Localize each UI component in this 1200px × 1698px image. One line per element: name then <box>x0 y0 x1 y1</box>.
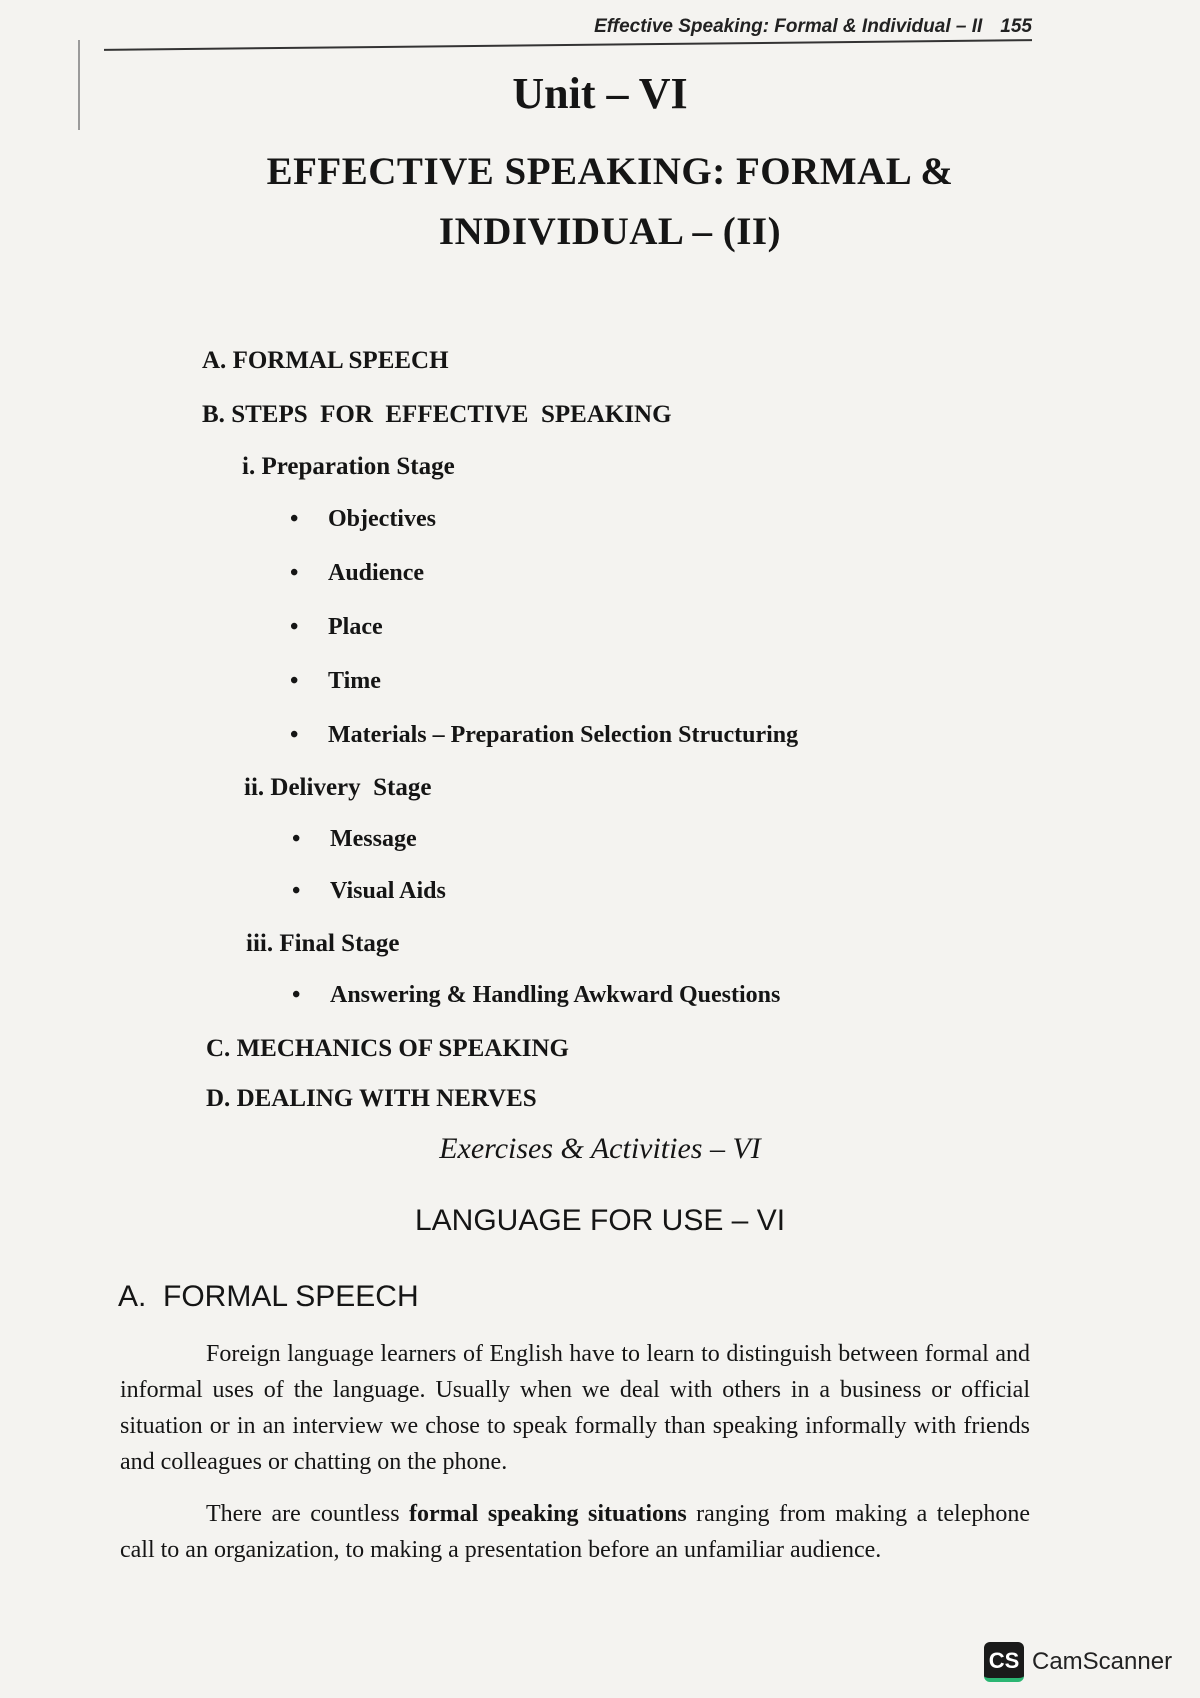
chapter-title: EFFECTIVE SPEAKING: FORMAL & INDIVIDUAL – (II) <box>266 150 954 253</box>
unit-heading: Unit – VI <box>512 69 688 118</box>
bullet-icon: • <box>292 982 301 1008</box>
header-rule <box>104 39 1032 51</box>
bullet-icon: • <box>290 506 299 532</box>
list-item: • Materials – Preparation Selection Structuring <box>290 722 799 748</box>
toc-mark: ii. <box>244 774 265 801</box>
toc-label: STEPS FOR EFFECTIVE SPEAKING <box>231 401 672 428</box>
section-a-heading: A. FORMAL SPEECH <box>118 1280 419 1313</box>
list-item: • Audience <box>290 560 424 586</box>
toc-label: Final Stage <box>279 930 400 957</box>
list-item: • Answering & Handling Awkward Questions <box>292 982 781 1008</box>
toc-label: FORMAL SPEECH <box>232 347 449 374</box>
camscanner-logo-icon: CS <box>984 1642 1024 1682</box>
list-item: • Time <box>290 668 381 694</box>
list-item: • Message <box>292 826 417 852</box>
bullet-icon: • <box>290 614 299 640</box>
bullet-icon: • <box>290 722 299 748</box>
paragraph-2: There are countless formal speaking situations ranging from making a telephone call to an organization, to making a presentation before an unfamiliar audience. <box>120 1501 1031 1563</box>
toc-label: DEALING WITH NERVES <box>236 1085 537 1112</box>
toc-mark: D. <box>206 1085 231 1112</box>
toc-item-b <box>202 401 672 429</box>
bullet-icon: • <box>290 668 299 694</box>
toc-mark: B. <box>202 401 225 428</box>
toc-item-a <box>202 347 449 375</box>
list-item: • Visual Aids <box>292 878 446 904</box>
toc-mark: i. <box>242 453 256 480</box>
bullet-icon: • <box>292 878 301 904</box>
emphasis: formal speaking situations <box>409 1501 687 1527</box>
bullet-icon: • <box>290 560 299 586</box>
camscanner-watermark: CamScanner <box>1032 1648 1173 1675</box>
toc-item-b-ii <box>244 774 431 802</box>
list-item: • Place <box>290 614 383 640</box>
toc-mark: A. <box>202 347 227 374</box>
running-head-title: Effective Speaking: Formal & Individual – II <box>594 16 983 37</box>
list-item: • Objectives <box>290 506 436 532</box>
language-for-use-heading: LANGUAGE FOR USE – VI <box>414 1204 786 1237</box>
toc-item-b-i <box>242 453 455 481</box>
toc-label: Preparation Stage <box>261 453 455 480</box>
toc-label: Delivery Stage <box>270 774 432 801</box>
exercises-heading: Exercises & Activities – VI <box>439 1132 761 1165</box>
toc-item-c <box>206 1035 569 1063</box>
toc-item-b-iii <box>246 930 400 958</box>
toc-mark: iii. <box>246 930 274 957</box>
bullet-icon: • <box>292 826 301 852</box>
toc-label: MECHANICS OF SPEAKING <box>236 1035 569 1062</box>
toc-item-d <box>206 1085 537 1113</box>
paragraph-1: Foreign language learners of English have to learn to distinguish between formal and informal uses of the language. Usually when we deal with others in a business or official situation or in an interview we chose to speak formally than speaking informally with friends and colleagues or chatting on the phone. <box>120 1341 1030 1475</box>
running-head <box>520 16 1032 38</box>
toc-mark: C. <box>206 1035 231 1062</box>
page-number: 155 <box>1000 16 1032 37</box>
